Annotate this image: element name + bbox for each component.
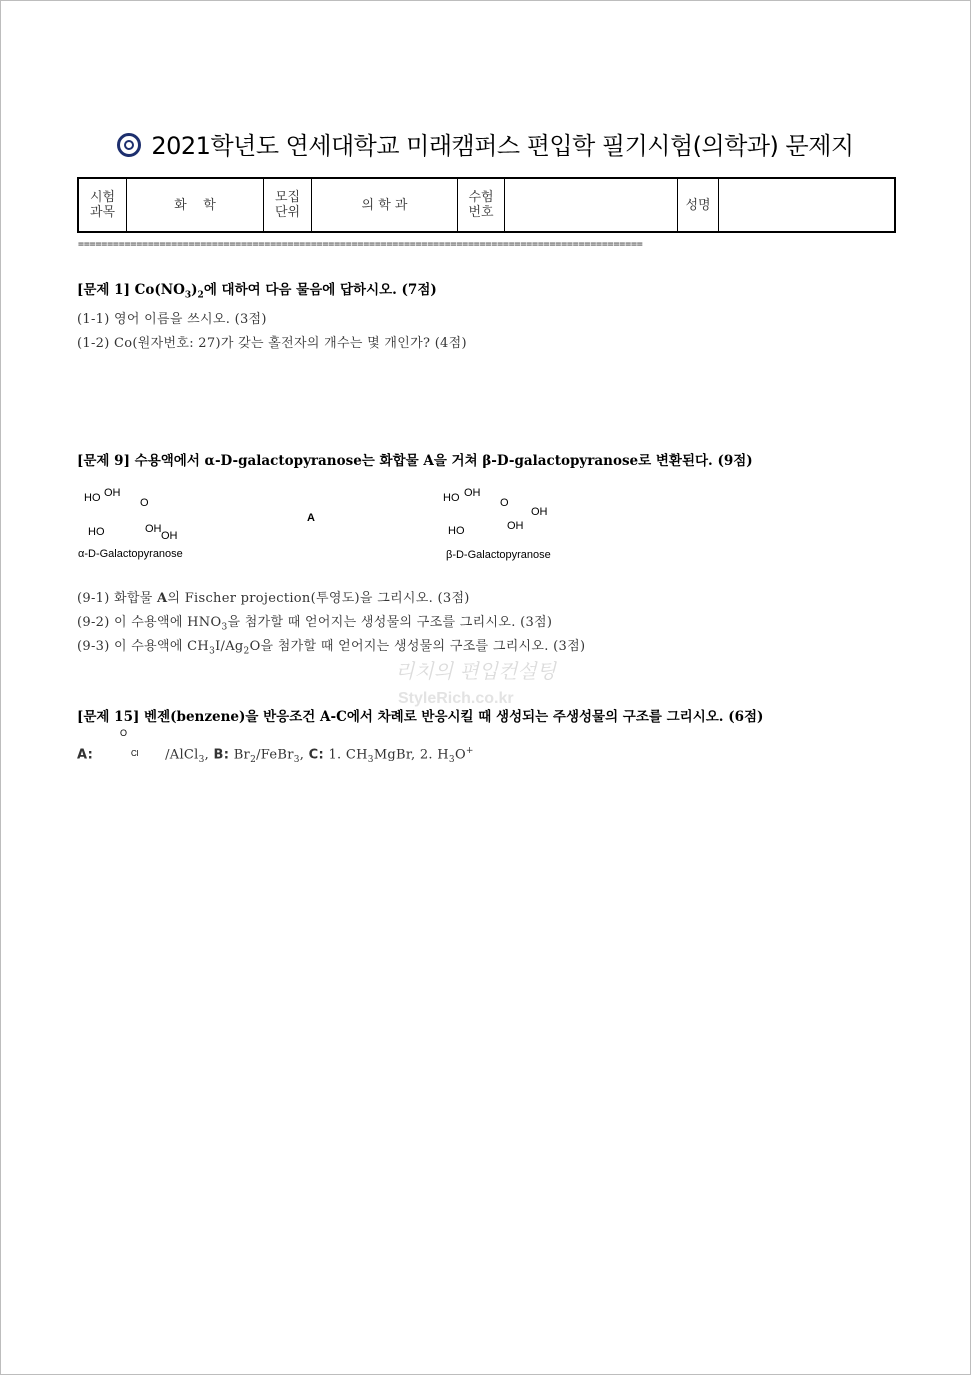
comma-2: , — [299, 747, 305, 763]
exam-title — [0, 126, 971, 161]
exam-info-table — [77, 177, 896, 233]
question-9-heading: [문제 9] 수용액에서 α-D-galactopyranose는 화합물 A을 거쳐 β-D-galactopyranose로 변환된다. (9점) — [77, 453, 753, 469]
question-9-3 — [77, 635, 585, 657]
beta-ring-oxygen: O — [500, 497, 509, 509]
reagent-b-label: B: — [213, 747, 230, 763]
subject-label-line2: 과목 — [89, 205, 116, 220]
question-1-heading — [77, 278, 437, 301]
exam-number-field[interactable] — [505, 178, 678, 232]
q9-3-suffix: O을 첨가할 때 얻어지는 생성물의 구조를 그리시오. (3점) — [249, 639, 586, 654]
alpha-ring-oxygen: O — [140, 497, 149, 509]
q9-1-bold: A — [157, 591, 168, 606]
beta-oh-bottom: OH — [507, 520, 524, 532]
exam-title-text: 2021학년도 연세대학교 미래캠퍼스 편입학 필기시험(의학과) 문제지 — [151, 132, 854, 160]
acyl-chloride-oxygen: O — [120, 728, 128, 738]
reagent-a-label: A: — [77, 747, 94, 763]
reagent-c-sub2: 3 — [448, 754, 455, 765]
unit-value: 의 학 과 — [312, 178, 458, 232]
alpha-oh-top: OH — [104, 487, 121, 499]
alpha-oh-bottom-2: OH — [161, 530, 178, 542]
subject-value: 화 학 — [127, 178, 264, 232]
university-seal-icon — [117, 133, 141, 157]
acyl-chloride-cl: Cl — [131, 749, 139, 758]
q9-1-suffix: 의 Fischer projection(투영도)을 그리시오. (3점) — [167, 591, 470, 606]
reagent-c-o: O — [454, 747, 466, 763]
q1-head-suffix: 에 대하여 다음 물음에 답하시오. (7점) — [203, 282, 437, 298]
alpha-ho-bottom: HO — [88, 526, 105, 538]
reagent-a-sub: 3 — [198, 754, 205, 765]
q9-2-prefix: (9-2) 이 수용액에 HNO — [77, 615, 222, 630]
beta-galactopyranose-label: β-D-Galactopyranose — [446, 549, 551, 561]
watermark-url: StyleRich.co.kr — [398, 690, 514, 707]
reagent-c-mid: MgBr, 2. H — [373, 747, 449, 763]
beta-ho-bottom: HO — [448, 525, 465, 537]
reagent-c-prefix: 1. CH — [328, 747, 368, 763]
q1-head-prefix: [문제 1] Co(NO — [77, 282, 185, 298]
q9-3-prefix: (9-3) 이 수용액에 CH — [77, 639, 210, 654]
question-9-2 — [77, 611, 552, 633]
exam-number-label-cell — [458, 178, 505, 232]
reagent-c-sub1: 3 — [367, 754, 374, 765]
compound-a-label: A — [307, 512, 315, 524]
name-field[interactable] — [719, 178, 896, 232]
exam-number-label-line1: 수험 — [468, 190, 494, 205]
subject-label-cell — [78, 178, 127, 232]
question-1-1: (1-1) 영어 이름을 쓰시오. (3점) — [77, 312, 267, 327]
alpha-oh-bottom-1: OH — [145, 523, 162, 535]
q9-3-sub1: 3 — [209, 646, 216, 657]
reagent-b-sub1: 2 — [250, 754, 257, 765]
exam-number-label-line2: 번호 — [468, 205, 494, 220]
reagent-b-mid: /FeBr — [256, 747, 294, 763]
beta-oh-right: OH — [531, 506, 548, 518]
question-9-1 — [77, 587, 470, 606]
q1-head-mid: ) — [191, 282, 198, 298]
separator-line: ================================================================================================= — [78, 239, 643, 250]
question-1-2: (1-2) Co(원자번호: 27)가 갖는 홀전자의 개수는 몇 개인가? (4점) — [77, 336, 467, 351]
question-15-reagents — [77, 746, 474, 765]
alpha-galactopyranose-label: α-D-Galactopyranose — [78, 548, 183, 560]
q9-3-mid: I/Ag — [215, 639, 244, 654]
q1-head-sub2: 2 — [197, 290, 204, 301]
beta-ho-top: HO — [443, 492, 460, 504]
reagent-b-prefix: Br — [233, 747, 251, 763]
subject-label-line1: 시험 — [89, 190, 116, 205]
reagent-c-label: C: — [308, 747, 325, 763]
q9-2-sub: 3 — [221, 622, 228, 633]
q1-head-sub: 3 — [184, 290, 192, 301]
reagent-b-sub2: 3 — [293, 754, 300, 765]
q9-2-suffix: 을 첨가할 때 얻어지는 생성물의 구조를 그리시오. (3점) — [227, 615, 553, 630]
unit-label-cell — [264, 178, 312, 232]
comma-1: , — [204, 747, 210, 763]
q9-3-sub2: 2 — [243, 646, 250, 657]
reagent-c-sup: + — [465, 746, 474, 756]
unit-label-line2: 단위 — [274, 205, 301, 220]
q9-1-prefix: (9-1) 화합물 — [77, 591, 158, 606]
beta-oh-top: OH — [464, 487, 481, 499]
alpha-ho-top: HO — [84, 492, 101, 504]
question-15-heading: [문제 15] 벤젠(benzene)을 반응조건 A-C에서 차례로 반응시킬 때 생성되는 주생성물의 구조를 그리시오. (6점) — [77, 709, 764, 725]
unit-label-line1: 모집 — [274, 190, 301, 205]
reagent-a: /AlCl — [165, 747, 199, 763]
watermark-text: 리치의 편입컨설팅 — [395, 659, 556, 683]
name-label: 성명 — [678, 178, 719, 232]
